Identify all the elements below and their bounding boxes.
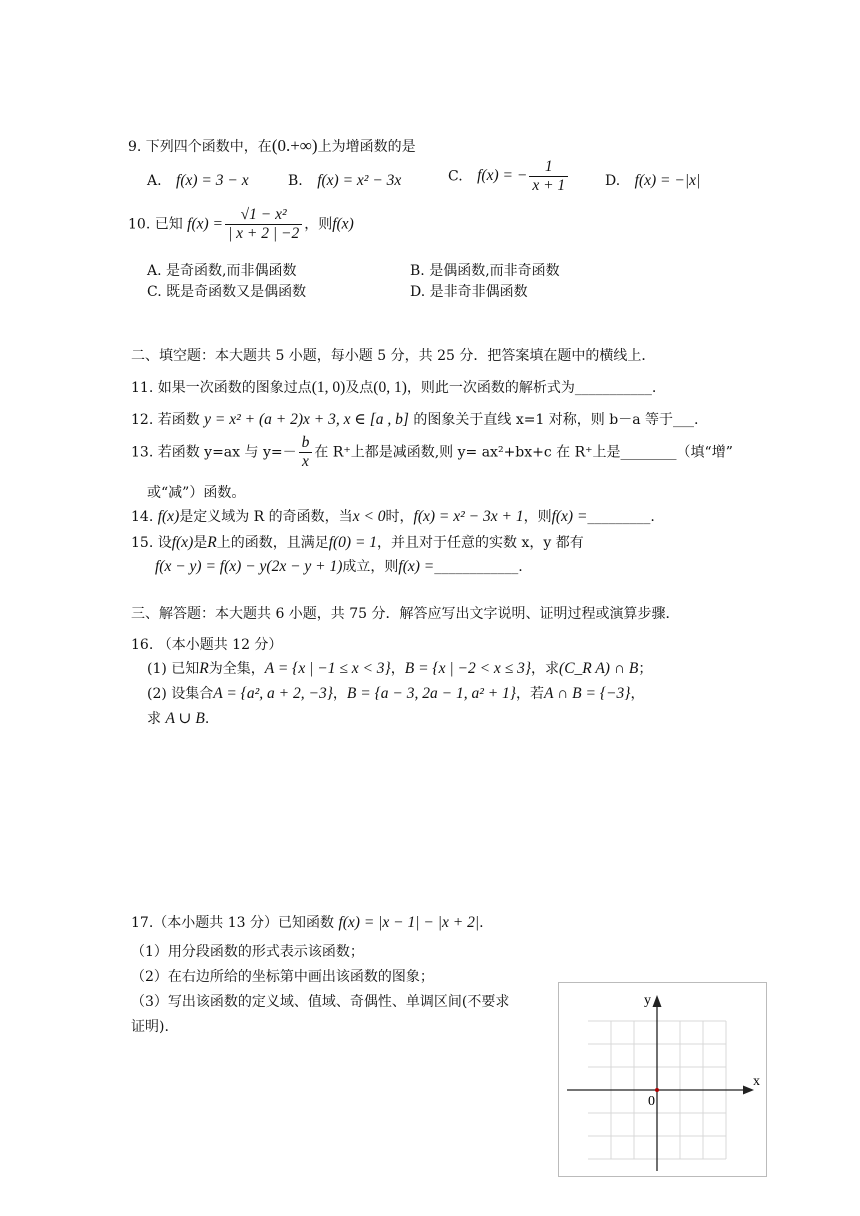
question-12 <box>131 409 698 429</box>
expr: f(x) = <box>398 558 435 575</box>
q13-fraction <box>299 434 313 471</box>
q10-option-d: D. 是非奇非偶函数 <box>410 284 528 300</box>
q9-stem-text: 9. 下列四个函数中，在 <box>128 139 272 155</box>
question-17-item1: （1）用分段函数的形式表示该函数； <box>131 944 364 960</box>
question-17-item2: （2）在右边所给的坐标第中画出该函数的图象； <box>131 969 434 985</box>
text: 的图象关于直线 x=1 对称，则 b－a 等于___. <box>413 412 699 428</box>
option-expr: f(x) = 3 − x <box>176 172 249 189</box>
text: 及点 <box>345 380 374 396</box>
fraction <box>529 158 568 195</box>
expr: x < 0 <box>352 508 386 525</box>
origin-dot <box>655 1088 659 1092</box>
option-label: C. <box>448 168 463 185</box>
question-16-part2-cont <box>147 708 209 728</box>
q9-option-d <box>605 172 700 190</box>
q9-option-b <box>288 172 401 190</box>
section-2-heading: 二、填空题：本大题共 5 小题，每小题 5 分，共 25 分．把答案填在题中的横线上． <box>131 348 656 364</box>
option-expr: f(x) = −|x| <box>634 172 701 189</box>
option-label: D. <box>605 173 621 189</box>
q10-lhs: f(x) = <box>187 215 224 233</box>
denominator: x <box>302 452 309 470</box>
q10-fraction <box>225 206 302 243</box>
text: 在 R⁺上都是减函数,则 y= ax²+bx+c 在 R⁺上是________（填“增” <box>314 444 733 461</box>
question-15 <box>131 532 584 552</box>
expr: A = {a², a + 2, −3} <box>213 685 333 702</box>
question-16-part2 <box>147 683 644 703</box>
expression: y = x² + (a + 2)x + 3, x ∈ [a , b] <box>204 411 409 428</box>
text: 求 <box>147 711 161 727</box>
point-2: (0, 1) <box>373 379 407 396</box>
option-label: B. <box>288 173 303 189</box>
question-16-part1 <box>147 658 652 678</box>
y-axis-label: y <box>644 993 651 1008</box>
text: ，并且对于任意的实数 x，y 都有 <box>377 535 584 551</box>
q9-option-c <box>448 158 570 195</box>
numerator: b <box>299 434 313 453</box>
text: 14. <box>131 509 154 525</box>
expr: A = {x | −1 ≤ x < 3} <box>264 660 391 677</box>
question-15-line2 <box>155 556 523 576</box>
text: 时， <box>385 509 414 525</box>
question-14 <box>131 506 655 526</box>
expr: A ∩ B = {−3} <box>544 685 631 702</box>
text: 上的函数，且满足 <box>216 535 329 551</box>
text: ，求 <box>531 661 560 677</box>
denominator: x + 1 <box>532 176 566 194</box>
text: 是定义域为 R 的奇函数，当 <box>179 509 353 525</box>
expr: f(x − y) = f(x) − y(2x − y + 1) <box>155 558 343 575</box>
question-13-cont: 或“减”）函数。 <box>147 485 246 501</box>
text: ； <box>638 661 653 677</box>
text: 13. 若函数 y=ax 与 y=－ <box>131 444 297 461</box>
option-expr: f(x) = − <box>477 167 528 185</box>
option-label: A. <box>147 173 162 189</box>
text: . <box>204 711 210 727</box>
q9-stem-end: 上为增函数的是 <box>317 139 416 155</box>
expr: B = {a − 3, 2a − 1, a² + 1} <box>346 685 517 702</box>
text: . <box>479 915 484 931</box>
coordinate-grid[interactable] <box>558 982 767 1177</box>
expr: (C_R A) ∩ B <box>559 660 639 677</box>
text: 15. 设 <box>131 535 172 551</box>
q10-option-b: B. 是偶函数,而非奇函数 <box>410 263 560 279</box>
text: 11. 如果一次函数的图象过点 <box>131 380 312 396</box>
text: ， <box>630 686 645 702</box>
text: 为全集， <box>208 661 265 677</box>
q9-option-a <box>147 172 249 190</box>
question-13 <box>131 434 733 471</box>
coordinate-grid-svg <box>559 983 766 1176</box>
question-17 <box>131 912 484 932</box>
expr: f(x) = x² − 3x + 1 <box>413 508 524 525</box>
expr: f(x) = |x − 1| − |x + 2| <box>338 914 480 931</box>
answer-blank: _________. <box>587 509 655 525</box>
text: ， <box>332 686 347 702</box>
expr: f(x) = <box>551 508 588 525</box>
expr: f(0) = 1 <box>328 534 378 551</box>
option-expr: f(x) = x² − 3x <box>317 172 402 189</box>
q10-option-a: A. 是奇函数,而非偶函数 <box>147 263 297 279</box>
expr: A ∪ B <box>165 710 205 727</box>
q9-interval: (0.+∞) <box>271 136 318 155</box>
text: (1) 已知 <box>147 661 200 677</box>
q10-tail: ，则 <box>304 216 333 233</box>
text: 是 <box>193 535 208 551</box>
expr: f(x) <box>157 508 180 525</box>
y-axis-arrow-icon <box>653 995 662 1007</box>
q10-option-c: C. 既是奇函数又是偶函数 <box>147 284 307 300</box>
question-9-stem <box>128 136 416 156</box>
question-17-item3: （3）写出该函数的定义域、值域、奇偶性、单调区间(不要求 <box>131 994 510 1010</box>
expr: R <box>207 534 217 551</box>
expr: f(x) <box>171 534 194 551</box>
point-1: (1, 0) <box>311 379 346 396</box>
text: ，若 <box>516 686 545 702</box>
q10-stem-text: 10. 已知 <box>128 216 183 233</box>
section-3-heading: 三、解答题：本大题共 6 小题，共 75 分．解答应写出文字说明、证明过程或演算步骤． <box>131 606 680 622</box>
text: 17.（本小题共 13 分）已知函数 <box>131 915 334 931</box>
text: ，则 <box>523 509 552 525</box>
text: ，则此一次函数的解析式为___________. <box>406 380 657 396</box>
question-10-stem <box>128 206 354 243</box>
question-17-item3-cont: 证明). <box>131 1019 169 1035</box>
question-11 <box>131 377 656 397</box>
answer-blank: ____________. <box>434 559 523 575</box>
expr: B = {x | −2 < x ≤ 3} <box>404 660 532 677</box>
question-16-title: 16. （本小题共 12 分） <box>131 637 283 653</box>
q10-tail-expr: f(x) <box>332 215 354 233</box>
text: 12. 若函数 <box>131 412 200 428</box>
text: ， <box>390 661 405 677</box>
origin-label: 0 <box>648 1094 655 1109</box>
x-axis-label: x <box>753 1074 760 1089</box>
numerator: 1 <box>529 158 568 177</box>
numerator: √1 − x² <box>225 206 302 225</box>
expr: R <box>199 660 209 677</box>
text: (2) 设集合 <box>147 686 214 702</box>
text: 成立，则 <box>342 559 399 575</box>
denominator: | x + 2 | −2 <box>228 224 300 242</box>
